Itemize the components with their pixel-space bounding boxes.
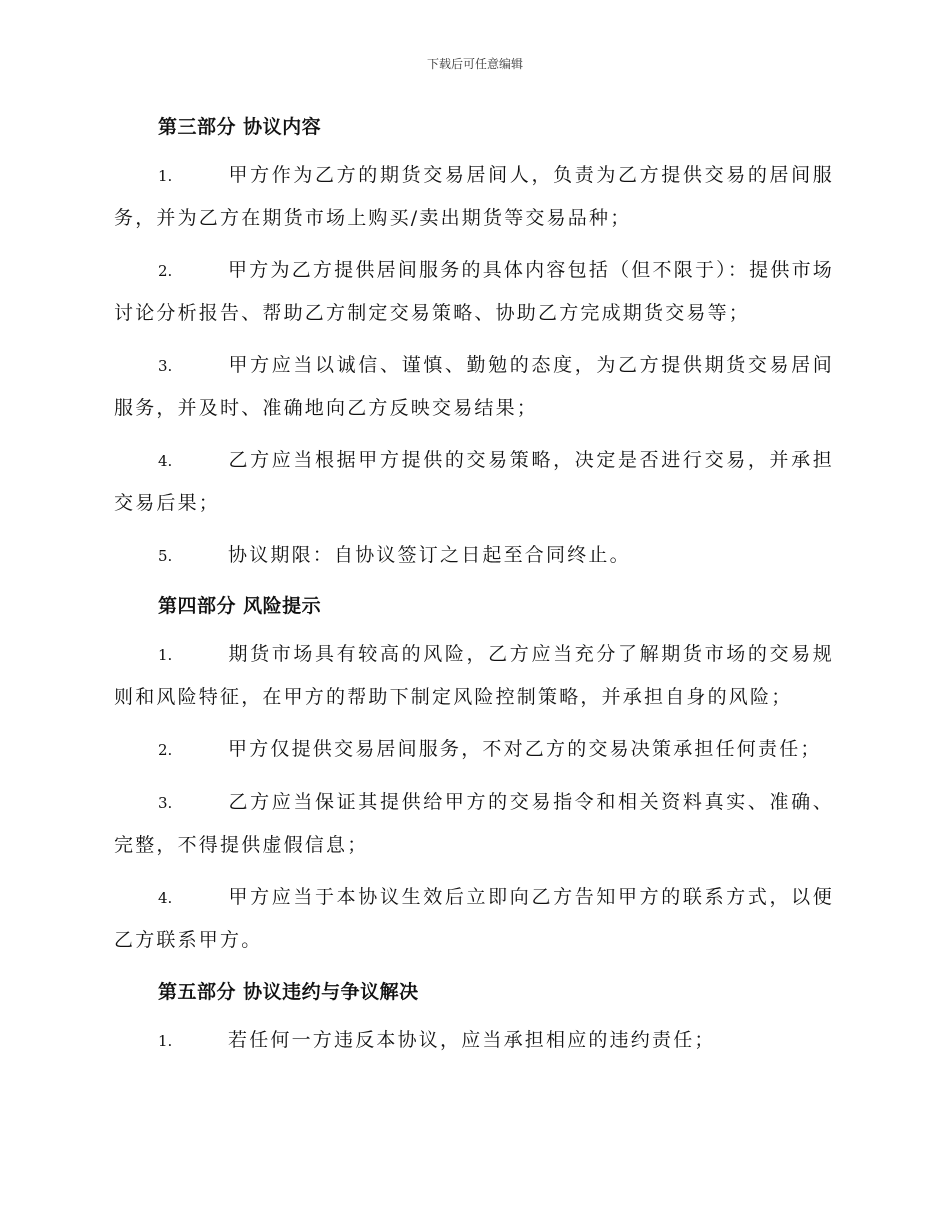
list-item xyxy=(114,534,834,577)
item-number: 1. xyxy=(158,1032,173,1050)
item-number: 4. xyxy=(158,452,173,470)
list-item xyxy=(114,154,834,239)
item-number: 2. xyxy=(158,741,173,759)
item-number: 3. xyxy=(158,794,173,812)
list-item xyxy=(114,633,834,718)
item-number: 2. xyxy=(158,262,173,280)
item-text: 若任何一方违反本协议，应当承担相应的违约责任； xyxy=(228,1029,716,1051)
item-text: 甲方为乙方提供居间服务的具体内容包括（但不限于）：提供市场讨论分析报告、帮助乙方制定交易策略、协助乙方完成期货交易等； xyxy=(114,259,834,324)
list-item xyxy=(114,1019,834,1062)
item-number: 1. xyxy=(158,167,173,185)
item-text: 甲方作为乙方的期货交易居间人，负责为乙方提供交易的居间服务，并为乙方在期货市场上购买/卖出期货等交易品种； xyxy=(114,164,834,229)
list-item xyxy=(114,728,834,771)
list-item xyxy=(114,876,834,961)
item-number: 3. xyxy=(158,357,173,375)
item-text: 乙方应当根据甲方提供的交易策略，决定是否进行交易，并承担交易后果； xyxy=(114,449,834,514)
list-item xyxy=(114,344,834,429)
item-text: 乙方应当保证其提供给甲方的交易指令和相关资料真实、准确、完整，不得提供虚假信息； xyxy=(114,791,834,856)
item-number: 5. xyxy=(158,547,173,565)
item-text: 期货市场具有较高的风险，乙方应当充分了解期货市场的交易规则和风险特征，在甲方的帮助下制定风险控制策略，并承担自身的风险； xyxy=(114,643,834,708)
item-text: 协议期限：自协议签订之日起至合同终止。 xyxy=(228,544,631,566)
page-header: 下载后可任意编辑 xyxy=(426,57,523,71)
list-item xyxy=(114,249,834,334)
section-title: 第五部分 协议违约与争议解决 xyxy=(158,981,419,1003)
item-number: 1. xyxy=(158,646,173,664)
item-text: 甲方应当于本协议生效后立即向乙方告知甲方的联系方式，以便乙方联系甲方。 xyxy=(114,886,834,951)
section-title: 第四部分 风险提示 xyxy=(158,595,322,617)
document-body xyxy=(114,108,834,1072)
section-title: 第三部分 协议内容 xyxy=(158,116,322,138)
list-item xyxy=(114,439,834,524)
item-text: 甲方应当以诚信、谨慎、勤勉的态度，为乙方提供期货交易居间服务，并及时、准确地向乙方反映交易结果； xyxy=(114,354,834,419)
item-number: 4. xyxy=(158,889,173,907)
item-text: 甲方仅提供交易居间服务，不对乙方的交易决策承担任何责任； xyxy=(228,738,822,760)
list-item xyxy=(114,781,834,866)
